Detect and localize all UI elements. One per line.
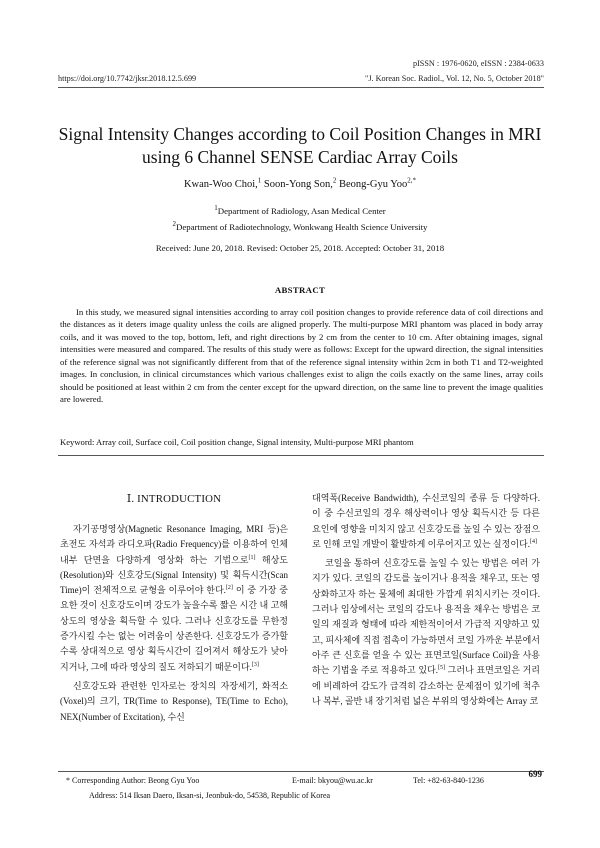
submission-dates: Received: June 20, 2018. Revised: October 25, 2018. Accepted: October 31, 2018 [155,243,445,253]
footer-rule [58,771,544,772]
affiliation-mark: 1 [214,204,218,213]
author-list [0,176,600,190]
affiliation-text: Department of Radiology, Asan Medical Center [217,206,386,216]
paragraph-text: 해상도(Resolution)와 신호강도(Signal Intensity) 및 획득시간(Scan Time)이 전체적으로 균형을 이루어야 한다. [60,554,288,596]
paragraph-text: 이 중 가장 중요한 것이 신호강도이며 강도가 높을수록 짧은 시간 내 고해상도의 영상을 획득할 수 있다. 그러나 신호강도를 무한정 증가시킬 수는 없는 어려움이 상존한다. 신호강도가 증가할수록 상대적으로 영상 획득시간이 길어져서 해상도가 낮아지거나, 그에 따라 영상의 질도 저하되기 때문이다. [60,585,288,672]
left-column [60,522,288,729]
citation-ref: [1] [248,554,256,561]
author-phone: Tel: +82-63-840-1236 [413,776,484,785]
author-affiliation-mark: 2 [332,176,337,185]
intro-paragraph-continued [312,491,540,552]
abstract-body: In this study, we measured signal intensities according to array coil position changes to provide reference data of coil directions and the distances as it deters image quality unless the coils are aligned properly. The multi-purpose MRI phantom was placed in body array coils, and it was moved to the top, bottom, left, and right directions by 2 cm from the center to 10 cm. After obtaining images, signal intensities were measured and compared. The results of this study were as follows: Except for the upward direction, the signal intensities of the reference signal was not significantly different from that of the reference signal intensity within 2cm in both T1 and T2-weighted images. In conclusion, in clinical circumstances which various challenges exist to align the coils exactly on the same lines, array coils should be positioned at least within 2 cm from the center except for the upward direction, on the same line to prevent the image qualities are lowered. [60,307,543,405]
paragraph-text: 코일을 통하여 신호강도를 높일 수 있는 방법은 여러 가지가 있다. 코일의 감도를 높이거나 용적을 채우고, 또는 영상화하고자 하는 물체에 최대한 가깝게 위치시키는 것이다. 그러나 임상에서는 코일의 감도나 용적을 채우는 방법은 코일의 재질과 형태에 따라 제한적이어서 가급적 지양하고 있고, 피사체에 직접 접촉이 가능하면서 코일 가까운 부분에서 아주 큰 신호를 얻을 수 있는 표면코일(Surface Coil)을 사용하는 기법을 주로 적용하고 있다. [312,558,540,676]
corresponding-author: * Corresponding Author: Beong Gyu Yoo [66,776,200,785]
intro-paragraph [60,679,288,725]
author-address: Address: 514 Iksan Daero, Iksan-si, Jeonbuk-do, 54538, Republic of Korea [89,791,331,800]
header-rule [58,87,544,88]
paragraph-text: 그러나 표면코일은 거리에 비례하여 감도가 급격히 감소하는 문제점이 있기에 척추나 복부, 골반 내 장기처럼 넓은 부위의 영상화에는 Array 코 [312,665,540,706]
author-affiliation-mark: 2,* [407,176,417,185]
paragraph-text: 대역폭(Receive Bandwidth), 수신코일의 종류 등 다양하다. 이 중 수신코일의 경우 해상력이나 영상 획득시간 등 다른 요인에 영향을 미치지 않고 신호강도를 높일 수 있는 장점으로 인해 코일 개발이 활발하게 이루어지고 있는 실정이다. [312,493,540,549]
author-affiliation-mark: 1 [257,176,262,185]
citation-ref: [4] [529,538,537,545]
intro-paragraph [312,556,540,709]
right-column [312,491,540,713]
affiliation-text: Department of Radiotechnology, Wonkwang Health Science University [176,222,428,232]
keywords-line: Keyword: Array coil, Surface coil, Coil position change, Signal intensity, Multi-purpose MRI phantom [60,437,414,447]
citation-ref: [3] [251,661,259,668]
abstract-rule [58,455,544,456]
paragraph-text: 자기공명영상(Magnetic Resonance Imaging, MRI 등)은 초전도 자석과 라디오파(Radio Frequency)를 이용하여 인체 내부 단면을 다양하게 영상화 하는 기법으로 [60,524,288,565]
doi-link[interactable]: https://doi.org/10.7742/jksr.2018.12.5.699 [58,74,197,83]
issn-line: pISSN : 1976-0620, eISSN : 2384-0633 [412,59,544,68]
affiliation-2 [0,222,600,232]
author-name: Beong-Gyu Yoo [336,179,408,190]
intro-paragraph [60,522,288,675]
journal-citation: "J. Korean Soc. Radiol., Vol. 12, No. 5, October 2018" [365,74,544,83]
abstract-heading: ABSTRACT [274,285,326,295]
author-name: Soon-Yong Son, [261,179,333,190]
author-email[interactable]: E-mail: bkyou@wu.ac.kr [292,776,373,785]
paper-title: Signal Intensity Changes according to Coil Position Changes in MRI using 6 Channel SENSE Cardiac Array Coils [58,124,542,167]
page-number: 699 [528,769,542,779]
paragraph-text: 신호강도와 관련한 인자로는 장치의 자장세기, 화적소(Voxel)의 크기, TR(Time to Response), TE(Time to Echo), NEX(Number of Excitation), 수신 [60,680,288,722]
affiliation-mark: 2 [172,220,177,229]
author-name: Kwan-Woo Choi, [183,179,258,190]
section-heading-introduction: Ⅰ. INTRODUCTION [126,493,222,505]
affiliation-1 [0,206,600,216]
citation-ref: [5] [438,665,445,672]
citation-ref: [2] [225,585,233,592]
